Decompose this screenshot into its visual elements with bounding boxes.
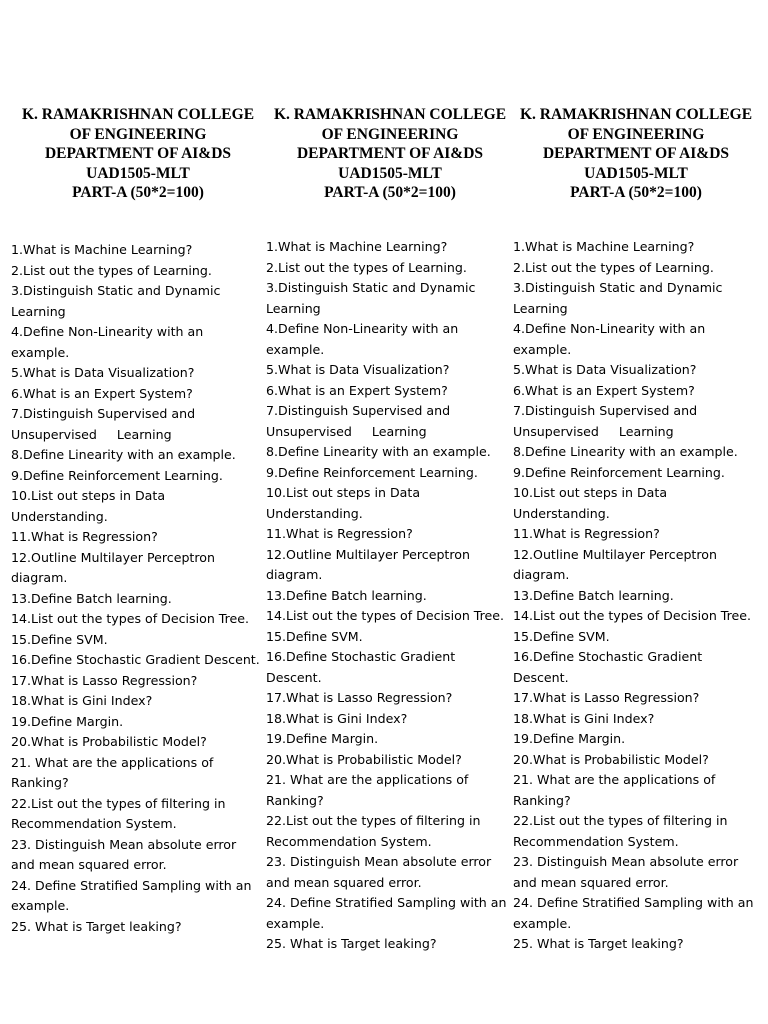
course-code: UAD1505-MLT: [338, 164, 442, 182]
column-2-header: [270, 105, 510, 203]
question-line: diagram.: [266, 567, 323, 582]
question-line: Descent.: [266, 669, 322, 685]
question-line: 24. Define Stratified Sampling with an: [11, 877, 252, 893]
part-title: PART-A (50*2=100): [570, 184, 702, 201]
question-line: 7.Distinguish Supervised and: [513, 403, 698, 418]
college-name: K. RAMAKRISHNAN COLLEGE: [21, 106, 255, 123]
question-line: 17.What is Lasso Regression?: [266, 690, 453, 705]
question-line: 6.What is an Expert System?: [11, 385, 193, 401]
question-line: and mean squared error.: [266, 874, 422, 890]
question-line: 4.Define Non-Linearity with an: [513, 321, 706, 336]
question-line: 11.What is Regression?: [11, 529, 158, 544]
college-name: K. RAMAKRISHNAN COLLEGE: [519, 106, 753, 123]
question-line: 22.List out the types of filtering in: [266, 813, 481, 828]
question-line: 5.What is Data Visualization?: [266, 362, 450, 377]
question-line: 19.Define Margin.: [11, 713, 124, 729]
question-line: 14.List out the types of Decision Tree.: [513, 608, 752, 623]
question-line: 3.Distinguish Static and Dynamic: [266, 280, 476, 295]
question-line: Ranking?: [11, 775, 69, 790]
part-title: PART-A (50*2=100): [324, 184, 456, 201]
question-line: Ranking?: [266, 792, 324, 808]
question-line: 11.What is Regression?: [513, 526, 660, 541]
question-line: 20.What is Probabilistic Model?: [266, 751, 462, 767]
question-line: 22.List out the types of filtering in: [11, 795, 226, 811]
department-name: DEPARTMENT OF AI&DS: [296, 145, 484, 162]
question-line: 4.Define Non-Linearity with an: [11, 324, 204, 339]
question-line: 8.Define Linearity with an example.: [513, 444, 738, 459]
course-code: UAD1505-MLT: [86, 164, 190, 182]
question-line: 1.What is Machine Learning?: [11, 242, 193, 257]
question-line: Unsupervised Learning: [513, 423, 674, 439]
question-line: 18.What is Gini Index?: [11, 693, 153, 708]
question-line: 10.List out steps in Data: [266, 485, 421, 500]
question-line: example.: [11, 344, 70, 360]
column-2-question-list: [266, 237, 512, 955]
question-line: 13.Define Batch learning.: [11, 590, 172, 606]
question-line: 8.Define Linearity with an example.: [11, 447, 236, 462]
question-line: 16.Define Stochastic Gradient: [266, 649, 456, 664]
department-name: DEPARTMENT OF AI&DS: [542, 145, 730, 162]
question-line: 14.List out the types of Decision Tree.: [11, 611, 250, 626]
question-line: 13.Define Batch learning.: [266, 587, 427, 603]
question-line: diagram.: [11, 570, 68, 585]
college-name: K. RAMAKRISHNAN COLLEGE: [273, 106, 507, 123]
question-line: Ranking?: [513, 792, 571, 808]
question-line: 25. What is Target leaking?: [513, 936, 684, 951]
question-line: Recommendation System.: [11, 816, 177, 831]
question-line: 8.Define Linearity with an example.: [266, 444, 491, 459]
question-line: Descent.: [513, 669, 569, 685]
question-line: and mean squared error.: [513, 874, 669, 890]
question-line: 20.What is Probabilistic Model?: [11, 734, 207, 749]
question-line: 5.What is Data Visualization?: [11, 365, 195, 380]
college-name-line2: OF ENGINEERING: [321, 125, 459, 143]
question-line: 15.Define SVM.: [266, 628, 363, 644]
question-line: 24. Define Stratified Sampling with an: [513, 895, 754, 910]
question-line: 9.Define Reinforcement Learning.: [513, 464, 725, 480]
question-line: 19.Define Margin.: [266, 731, 379, 746]
question-line: 15.Define SVM.: [11, 631, 108, 647]
question-line: 24. Define Stratified Sampling with an: [266, 895, 507, 910]
question-line: 17.What is Lasso Regression?: [513, 690, 700, 705]
question-line: 7.Distinguish Supervised and: [266, 403, 451, 418]
question-line: 3.Distinguish Static and Dynamic: [513, 280, 723, 295]
question-line: example.: [266, 341, 325, 357]
question-line: 23. Distinguish Mean absolute error: [513, 854, 739, 869]
question-line: 17.What is Lasso Regression?: [11, 672, 198, 688]
column-1-header: [18, 105, 258, 203]
question-line: 16.Define Stochastic Gradient: [513, 649, 703, 664]
question-line: example.: [513, 915, 572, 931]
question-line: Learning: [513, 300, 568, 316]
question-line: 22.List out the types of filtering in: [513, 813, 728, 828]
question-line: 21. What are the applications of: [513, 772, 716, 787]
question-line: 1.What is Machine Learning?: [266, 239, 448, 254]
question-line: 12.Outline Multilayer Perceptron: [266, 546, 470, 562]
question-line: 21. What are the applications of: [266, 772, 469, 787]
question-line: Understanding.: [11, 508, 108, 524]
college-name-line2: OF ENGINEERING: [567, 125, 705, 143]
question-line: 12.Outline Multilayer Perceptron: [513, 546, 717, 562]
question-line: 2.List out the types of Learning.: [513, 259, 714, 275]
question-line: Learning: [11, 303, 66, 319]
column-3-question-list: [513, 237, 763, 955]
question-line: 10.List out steps in Data: [513, 485, 668, 500]
question-line: 12.Outline Multilayer Perceptron: [11, 549, 215, 565]
column-1-question-list: [11, 240, 261, 937]
question-line: example.: [266, 915, 325, 931]
question-line: 23. Distinguish Mean absolute error: [266, 854, 492, 869]
question-line: Learning: [266, 300, 321, 316]
question-line: Unsupervised Learning: [11, 426, 172, 442]
course-code: UAD1505-MLT: [584, 164, 688, 182]
question-line: 2.List out the types of Learning.: [266, 259, 467, 275]
question-line: 19.Define Margin.: [513, 731, 626, 746]
question-line: 18.What is Gini Index?: [266, 710, 408, 726]
question-line: 11.What is Regression?: [266, 526, 413, 541]
college-name-line2: OF ENGINEERING: [69, 125, 207, 143]
question-line: Understanding.: [513, 505, 610, 521]
question-line: 2.List out the types of Learning.: [11, 262, 212, 278]
question-line: 1.What is Machine Learning?: [513, 239, 695, 254]
question-line: 18.What is Gini Index?: [513, 710, 655, 726]
part-title: PART-A (50*2=100): [72, 184, 204, 201]
question-line: Recommendation System.: [513, 833, 679, 849]
question-line: 6.What is an Expert System?: [266, 382, 448, 398]
question-line: example.: [513, 341, 572, 357]
question-line: example.: [11, 898, 70, 913]
question-line: 6.What is an Expert System?: [513, 382, 695, 398]
question-line: 13.Define Batch learning.: [513, 587, 674, 603]
question-line: Recommendation System.: [266, 833, 432, 849]
question-line: Understanding.: [266, 505, 363, 521]
question-line: 16.Define Stochastic Gradient Descent.: [11, 652, 260, 667]
question-line: 14.List out the types of Decision Tree.: [266, 608, 505, 623]
question-line: diagram.: [513, 567, 570, 582]
question-line: 9.Define Reinforcement Learning.: [266, 464, 478, 480]
column-3-header: [516, 105, 756, 203]
question-line: 25. What is Target leaking?: [266, 936, 437, 951]
question-line: 21. What are the applications of: [11, 754, 214, 770]
question-line: 9.Define Reinforcement Learning.: [11, 467, 223, 483]
question-line: 25. What is Target leaking?: [11, 918, 182, 934]
question-line: 4.Define Non-Linearity with an: [266, 321, 459, 336]
question-line: 20.What is Probabilistic Model?: [513, 751, 709, 767]
question-line: 7.Distinguish Supervised and: [11, 406, 196, 421]
department-name: DEPARTMENT OF AI&DS: [44, 145, 232, 162]
question-line: 23. Distinguish Mean absolute error: [11, 836, 237, 852]
question-line: 3.Distinguish Static and Dynamic: [11, 283, 221, 298]
question-line: 5.What is Data Visualization?: [513, 362, 697, 377]
question-line: 10.List out steps in Data: [11, 488, 166, 503]
question-line: Unsupervised Learning: [266, 423, 427, 439]
question-line: 15.Define SVM.: [513, 628, 610, 644]
question-line: and mean squared error.: [11, 857, 167, 872]
